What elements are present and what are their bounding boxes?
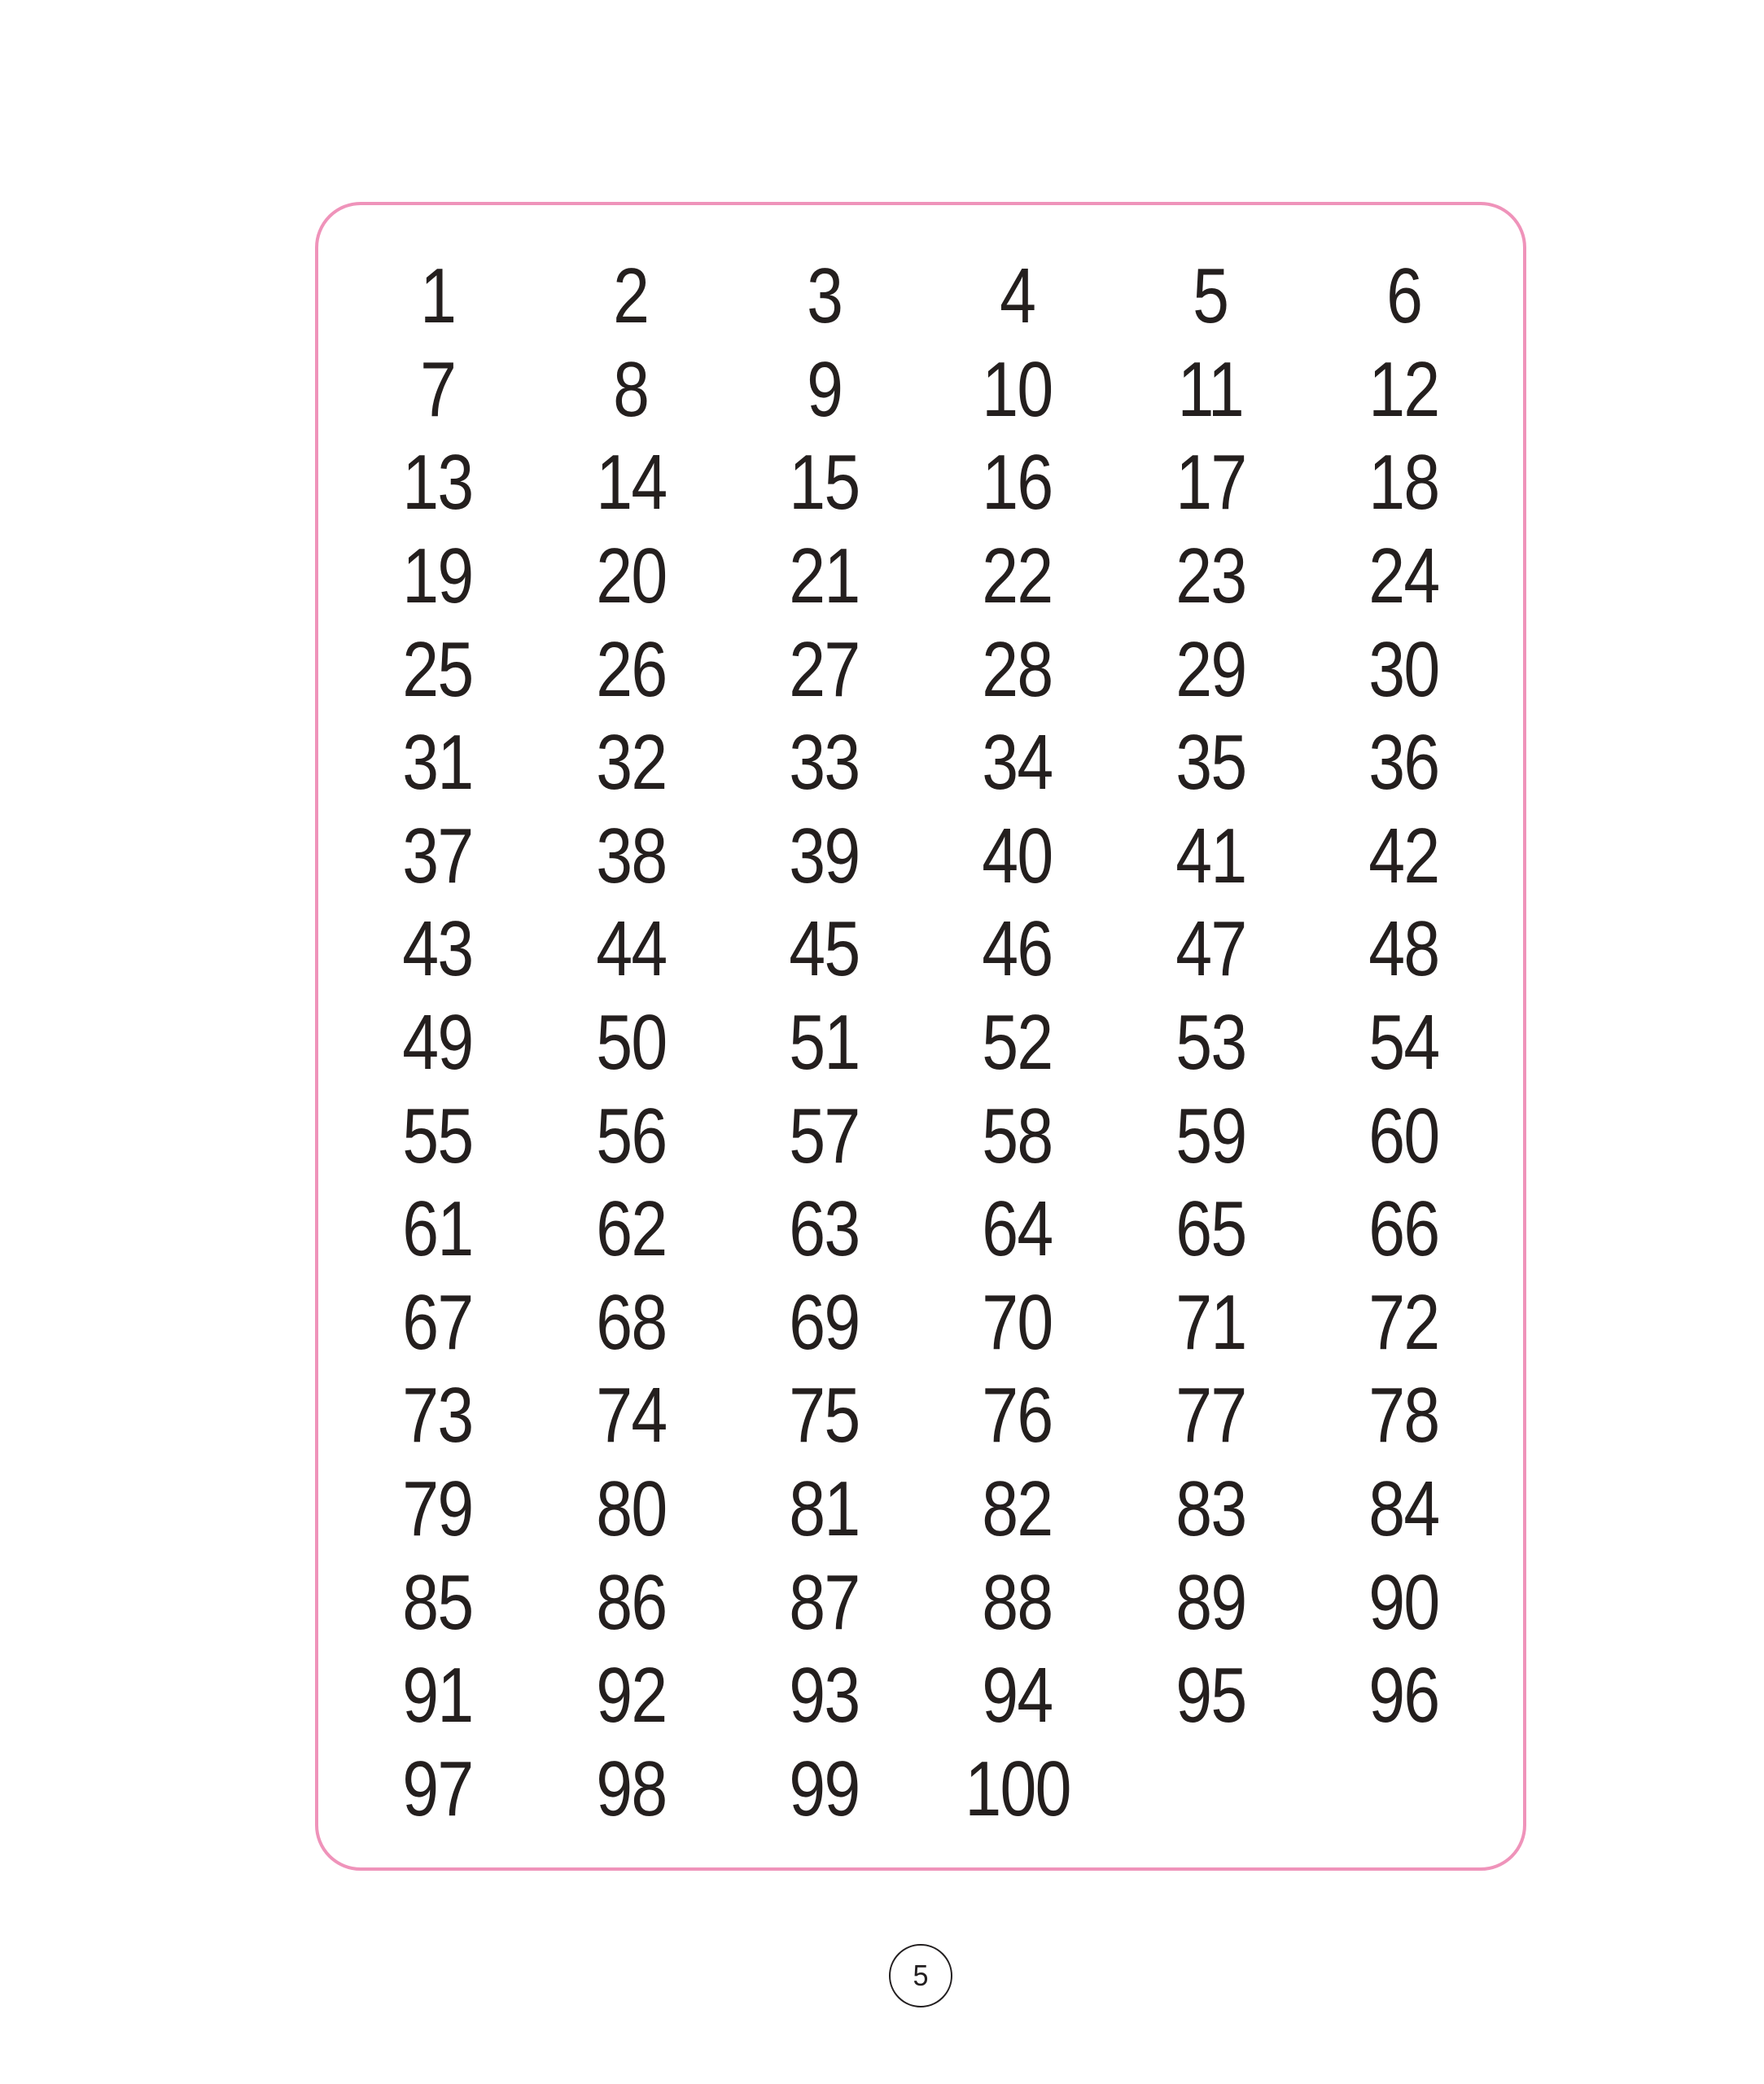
number-cell: 10 <box>982 345 1053 433</box>
number-cell: 71 <box>1175 1278 1246 1366</box>
number-cell: 25 <box>402 625 473 713</box>
number-cell: 61 <box>402 1185 473 1273</box>
number-grid <box>322 208 1520 1864</box>
number-cell: 91 <box>402 1652 473 1740</box>
number-cell: 2 <box>613 252 649 340</box>
number-cell: 87 <box>789 1558 860 1646</box>
number-cell: 15 <box>789 439 860 527</box>
number-cell: 81 <box>789 1465 860 1553</box>
number-cell: 79 <box>402 1465 473 1553</box>
number-cell: 57 <box>789 1092 860 1180</box>
number-cell: 21 <box>789 532 860 620</box>
number-cell: 23 <box>1175 532 1246 620</box>
number-cell: 74 <box>595 1372 667 1460</box>
number-cell: 45 <box>789 905 860 993</box>
number-cell: 9 <box>806 345 842 433</box>
number-cell: 16 <box>982 439 1053 527</box>
number-cell: 11 <box>1177 345 1244 433</box>
number-cell: 19 <box>402 532 473 620</box>
hundred-chart-panel <box>315 202 1526 1871</box>
number-cell: 100 <box>964 1745 1070 1832</box>
number-cell: 59 <box>1175 1092 1246 1180</box>
number-cell: 12 <box>1368 345 1439 433</box>
number-cell: 20 <box>595 532 667 620</box>
number-cell: 98 <box>595 1745 667 1832</box>
number-cell: 6 <box>1385 252 1421 340</box>
number-cell: 35 <box>1175 719 1246 807</box>
number-cell: 13 <box>402 439 473 527</box>
number-cell: 39 <box>789 812 860 900</box>
number-cell: 40 <box>982 812 1053 900</box>
number-cell: 69 <box>789 1278 860 1366</box>
number-cell: 96 <box>1368 1652 1439 1740</box>
number-cell: 26 <box>595 625 667 713</box>
number-cell: 63 <box>789 1185 860 1273</box>
number-cell: 67 <box>402 1278 473 1366</box>
number-cell: 47 <box>1175 905 1246 993</box>
number-cell: 43 <box>402 905 473 993</box>
number-cell: 36 <box>1368 719 1439 807</box>
page-number: 5 <box>913 1959 929 1992</box>
number-cell: 37 <box>402 812 473 900</box>
number-cell: 49 <box>402 999 473 1087</box>
page-number-badge <box>889 1944 952 2007</box>
number-cell: 82 <box>982 1465 1053 1553</box>
number-cell: 30 <box>1368 625 1439 713</box>
number-cell: 17 <box>1175 439 1246 527</box>
number-cell: 46 <box>982 905 1053 993</box>
number-cell: 34 <box>982 719 1053 807</box>
number-cell: 58 <box>982 1092 1053 1180</box>
number-cell: 72 <box>1368 1278 1439 1366</box>
number-cell: 76 <box>982 1372 1053 1460</box>
number-cell: 3 <box>806 252 842 340</box>
number-cell: 62 <box>595 1185 667 1273</box>
number-cell: 1 <box>420 252 456 340</box>
number-cell: 32 <box>595 719 667 807</box>
number-cell: 54 <box>1368 999 1439 1087</box>
number-cell: 31 <box>402 719 473 807</box>
number-cell: 55 <box>402 1092 473 1180</box>
number-cell: 93 <box>789 1652 860 1740</box>
number-cell: 41 <box>1175 812 1246 900</box>
number-cell: 56 <box>595 1092 667 1180</box>
number-cell: 86 <box>595 1558 667 1646</box>
number-cell: 44 <box>595 905 667 993</box>
number-cell: 92 <box>595 1652 667 1740</box>
number-cell: 53 <box>1175 999 1246 1087</box>
number-cell: 28 <box>982 625 1053 713</box>
number-cell: 52 <box>982 999 1053 1087</box>
number-cell: 48 <box>1368 905 1439 993</box>
number-cell: 94 <box>982 1652 1053 1740</box>
number-cell: 97 <box>402 1745 473 1832</box>
number-cell: 73 <box>402 1372 473 1460</box>
number-cell: 27 <box>789 625 860 713</box>
number-cell: 5 <box>1193 252 1228 340</box>
number-cell: 24 <box>1368 532 1439 620</box>
number-cell: 78 <box>1368 1372 1439 1460</box>
number-cell: 68 <box>595 1278 667 1366</box>
number-cell: 85 <box>402 1558 473 1646</box>
number-cell: 90 <box>1368 1558 1439 1646</box>
number-cell: 99 <box>789 1745 860 1832</box>
number-cell: 22 <box>982 532 1053 620</box>
number-cell: 95 <box>1175 1652 1246 1740</box>
number-cell: 64 <box>982 1185 1053 1273</box>
number-cell: 88 <box>982 1558 1053 1646</box>
number-cell: 89 <box>1175 1558 1246 1646</box>
number-cell: 80 <box>595 1465 667 1553</box>
number-cell: 75 <box>789 1372 860 1460</box>
number-cell: 50 <box>595 999 667 1087</box>
number-cell: 4 <box>1000 252 1035 340</box>
number-cell: 51 <box>789 999 860 1087</box>
number-cell: 60 <box>1368 1092 1439 1180</box>
number-cell: 70 <box>982 1278 1053 1366</box>
number-cell: 84 <box>1368 1465 1439 1553</box>
number-cell: 42 <box>1368 812 1439 900</box>
number-cell: 38 <box>595 812 667 900</box>
number-cell: 77 <box>1175 1372 1246 1460</box>
number-cell: 66 <box>1368 1185 1439 1273</box>
number-cell: 7 <box>420 345 456 433</box>
number-cell: 18 <box>1368 439 1439 527</box>
number-cell: 65 <box>1175 1185 1246 1273</box>
number-cell: 33 <box>789 719 860 807</box>
number-cell: 8 <box>613 345 649 433</box>
number-cell: 14 <box>595 439 667 527</box>
number-cell: 29 <box>1175 625 1246 713</box>
number-cell: 83 <box>1175 1465 1246 1553</box>
